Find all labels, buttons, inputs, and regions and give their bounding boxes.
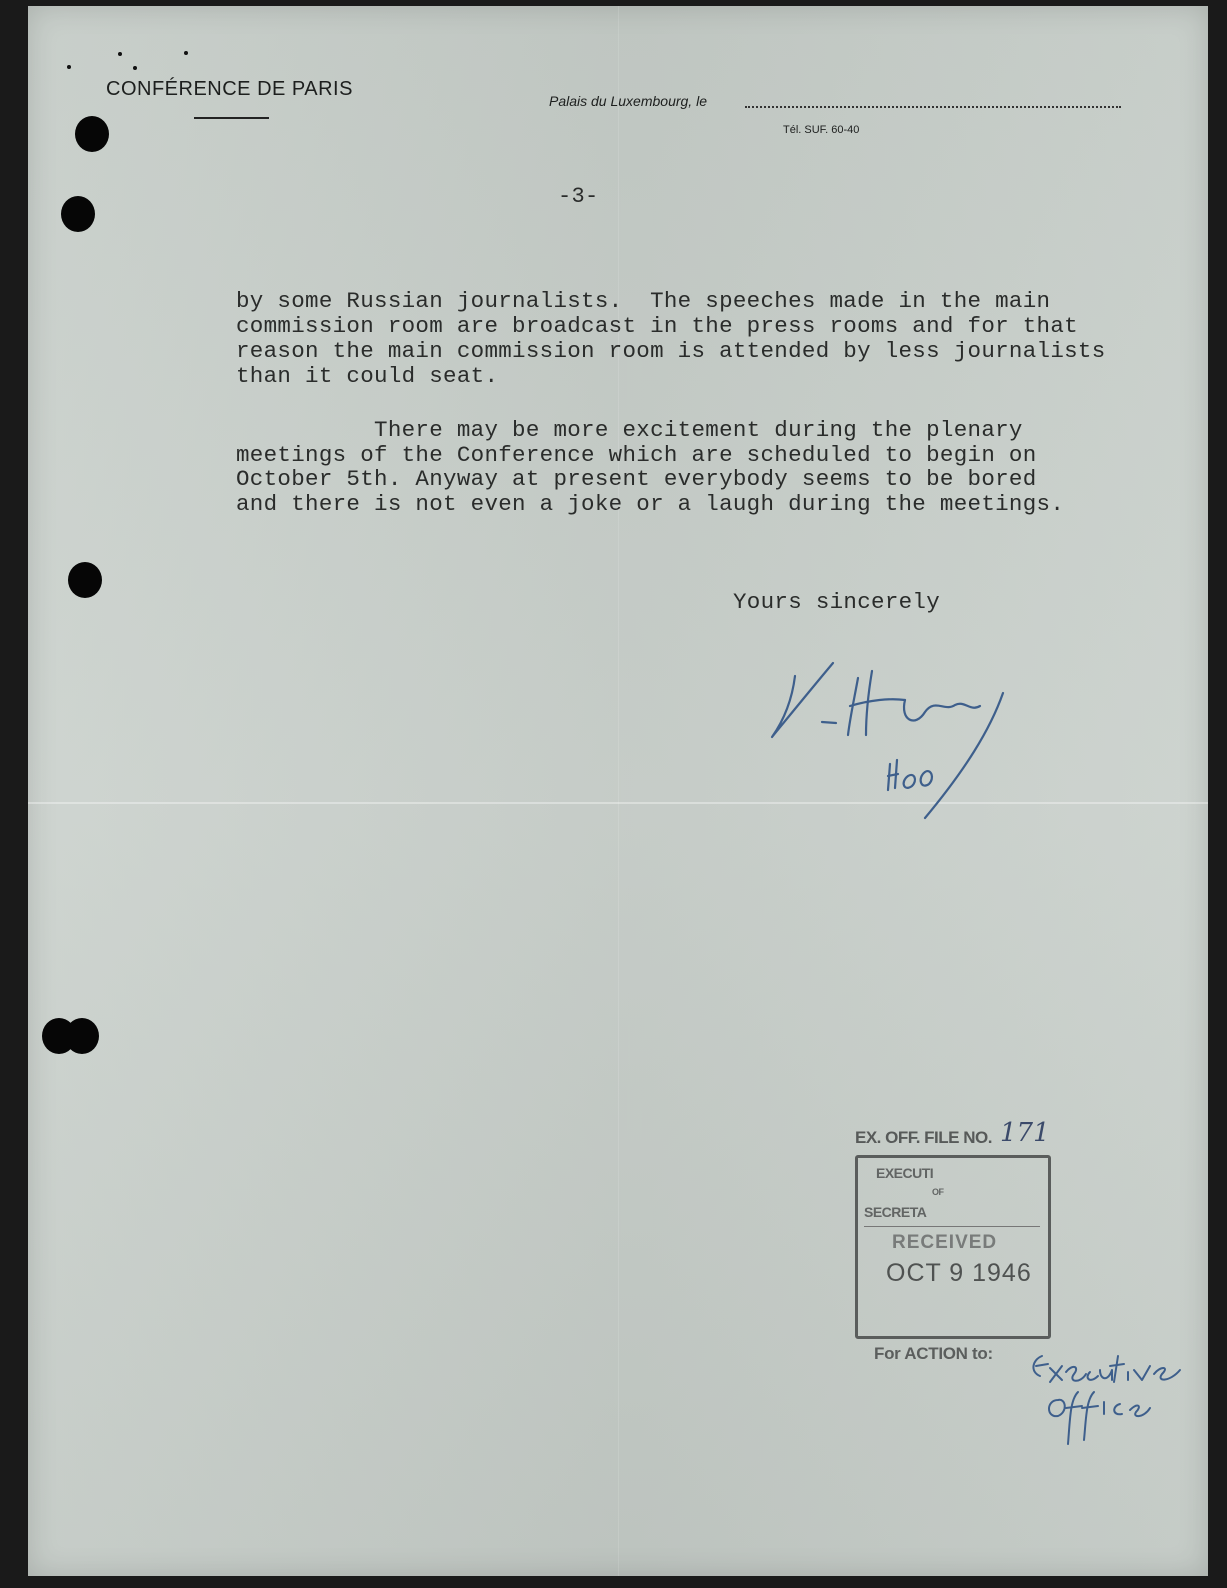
stamp-received: RECEIVED xyxy=(892,1232,998,1253)
action-label: For ACTION to: xyxy=(874,1344,993,1363)
file-number-handwritten: 171 xyxy=(1000,1118,1050,1148)
received-stamp xyxy=(855,1155,1051,1339)
punch-hole xyxy=(68,562,102,598)
body-paragraph-1: by some Russian journalists. The speeches made in the main commission room are broadcast in the press rooms and for that reason the main commission room is attended by less journalists than it could seat. xyxy=(236,288,1106,389)
page-number: -3- xyxy=(558,184,599,209)
body-paragraph-2: There may be more excitement during the plenary meetings of the Conference which are scheduled to begin on October 5th. Anyway at present everybody seems to be bored and there is not even a joke or a laugh during the meetings. xyxy=(236,417,1065,517)
letterhead-title: CONFÉRENCE DE PARIS xyxy=(106,78,353,100)
speck xyxy=(184,51,188,55)
stamp-office-line-1: EXECUTI xyxy=(876,1165,934,1181)
stamp-divider xyxy=(864,1226,1040,1227)
stamp-date: OCT 9 1946 xyxy=(886,1259,1032,1287)
stamp-office-line-2: OF xyxy=(932,1187,944,1197)
closing-salutation: Yours sincerely xyxy=(733,589,941,615)
punch-hole xyxy=(75,116,109,152)
speck xyxy=(67,65,71,69)
file-number-label: EX. OFF. FILE NO. xyxy=(855,1128,992,1147)
stamp-office-line-3: SECRETA xyxy=(864,1204,927,1220)
speck xyxy=(118,52,122,56)
speck xyxy=(133,66,137,70)
letterhead-underline xyxy=(194,117,269,119)
punch-hole xyxy=(61,196,95,232)
document-page xyxy=(28,6,1208,1576)
date-dotted-line xyxy=(745,106,1121,108)
punch-hole xyxy=(65,1018,99,1054)
letterhead-telephone: Tél. SUF. 60-40 xyxy=(783,124,860,136)
letterhead-place: Palais du Luxembourg, le xyxy=(549,93,707,109)
fold-crease-vertical xyxy=(618,6,619,1576)
